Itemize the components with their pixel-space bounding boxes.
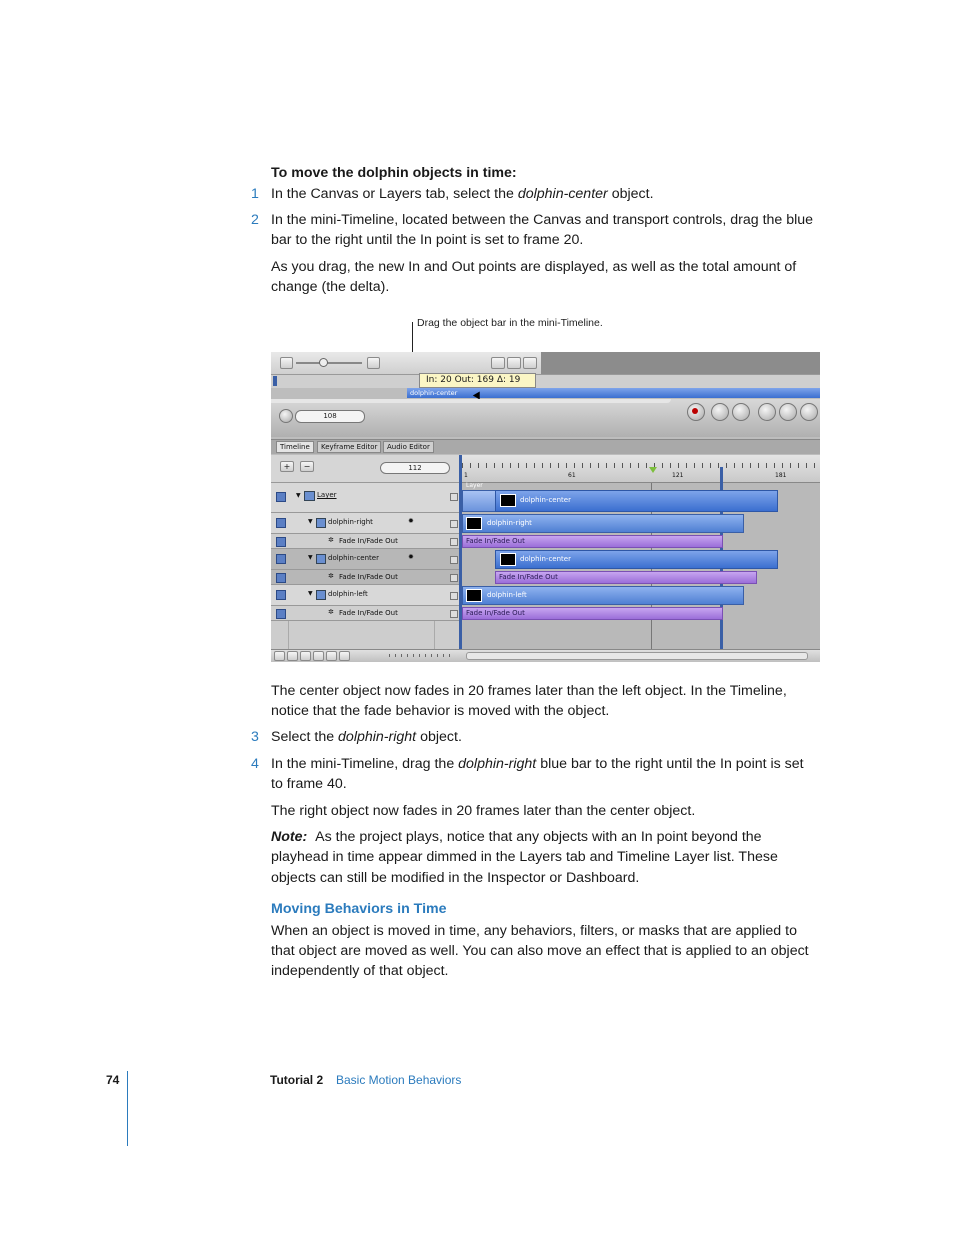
- ruler-mark: 61: [568, 472, 576, 479]
- add-icon[interactable]: +: [280, 461, 294, 472]
- small-mountain-icon[interactable]: [280, 357, 293, 369]
- filter-icon[interactable]: [300, 651, 311, 661]
- lock-icon[interactable]: [450, 538, 458, 546]
- thumbnail: [500, 494, 516, 507]
- ruler-mark: 121: [672, 472, 684, 479]
- step-2-line-2: bar to the right until the In point is set to frame 20.: [271, 232, 584, 248]
- canvas-area: [541, 352, 820, 374]
- current-frame-field[interactable]: 108: [295, 410, 365, 423]
- dolphin-center-bar[interactable]: dolphin-center: [495, 550, 778, 569]
- play-button[interactable]: [758, 403, 776, 421]
- thumbnail: [466, 589, 482, 602]
- speaker-icon[interactable]: [287, 651, 298, 661]
- note-line-3: objects can still be modified in the Inspector or Dashboard.: [271, 870, 640, 886]
- layer-name: dolphin-left: [328, 590, 368, 598]
- step-number: 4: [251, 756, 259, 772]
- paragraph-line: change (the delta).: [271, 279, 390, 295]
- step-3-text: Select the dolphin-right object.: [271, 729, 462, 745]
- gear-icon[interactable]: ✹: [408, 553, 414, 561]
- mini-timeline-bar[interactable]: dolphin-center: [407, 388, 820, 398]
- ruler-mark: 1: [464, 472, 468, 479]
- footer-rule: [127, 1071, 128, 1146]
- enable-checkbox[interactable]: [276, 518, 286, 528]
- enable-checkbox[interactable]: [276, 554, 286, 564]
- zoom-slider-track[interactable]: [296, 362, 362, 364]
- loop-button[interactable]: [800, 403, 818, 421]
- paragraph-line: notice that the fade behavior is moved with the object.: [271, 703, 610, 719]
- dolphin-left-bar[interactable]: dolphin-left: [462, 586, 744, 605]
- step-number: 1: [251, 186, 259, 202]
- disclosure-triangle-icon[interactable]: ▼: [308, 590, 313, 597]
- disclosure-triangle-icon[interactable]: ▼: [308, 518, 313, 525]
- tab-keyframe-editor[interactable]: Keyframe Editor: [317, 441, 381, 453]
- ruler-ticks: [462, 463, 820, 468]
- step-2-line-1: In the mini-Timeline, located between the Canvas and transport controls, drag the blue: [271, 212, 814, 228]
- behavior-name: Fade In/Fade Out: [339, 609, 398, 617]
- tab-audio-editor[interactable]: Audio Editor: [383, 441, 434, 453]
- step-4-line-2: to frame 40.: [271, 776, 347, 792]
- record-dot-icon: [692, 408, 698, 414]
- mask-icon[interactable]: [339, 651, 350, 661]
- window-icon[interactable]: [523, 357, 537, 369]
- layer-view-icon[interactable]: [274, 651, 285, 661]
- remove-icon[interactable]: −: [300, 461, 314, 472]
- layer-name: dolphin-right: [328, 518, 373, 526]
- go-to-end-button[interactable]: [732, 403, 750, 421]
- lock-icon[interactable]: [450, 592, 458, 600]
- large-mountain-icon[interactable]: [367, 357, 380, 369]
- fade-behavior-bar[interactable]: Fade In/Fade Out: [495, 571, 757, 584]
- disclosure-triangle-icon[interactable]: ▼: [296, 492, 301, 499]
- fade-behavior-bar[interactable]: Fade In/Fade Out: [462, 607, 723, 620]
- enable-checkbox[interactable]: [276, 609, 286, 619]
- page-number: 74: [106, 1073, 120, 1087]
- track-header: Layer: [466, 482, 483, 489]
- note-line-2: playhead in time appear dimmed in the Layers tab and Timeline Layer list. These: [271, 849, 778, 865]
- lock-icon[interactable]: [450, 520, 458, 528]
- go-to-start-button[interactable]: [711, 403, 729, 421]
- behavior-icon: ✲: [328, 536, 334, 544]
- fade-behavior-bar[interactable]: Fade In/Fade Out: [462, 535, 723, 548]
- paragraph-line: As you drag, the new In and Out points are displayed, as well as the total amount of: [271, 259, 797, 275]
- lock-icon[interactable]: [450, 610, 458, 618]
- keyframe-icon[interactable]: [326, 651, 337, 661]
- row-divider: [271, 620, 459, 621]
- dolphin-center-group-bar[interactable]: dolphin-center: [495, 490, 778, 512]
- paragraph-line: When an object is moved in time, any behaviors, filters, or masks that are applied to: [271, 923, 797, 939]
- zoom-slider[interactable]: [389, 654, 455, 657]
- step-4-text: In the mini-Timeline, drag the dolphin-right blue bar to the right until the In point is set: [271, 756, 804, 772]
- behavior-name: Fade In/Fade Out: [339, 573, 398, 581]
- in-marker[interactable]: [273, 376, 277, 386]
- step-number: 3: [251, 729, 259, 745]
- lock-icon[interactable]: [450, 493, 458, 501]
- tab-timeline[interactable]: Timeline: [276, 441, 314, 453]
- transport-curve: [271, 399, 671, 403]
- zoom-field[interactable]: 112: [380, 462, 450, 474]
- object-icon: [316, 554, 326, 564]
- note-line-1: Note: As the project plays, notice that any objects with an In point beyond the: [271, 829, 762, 845]
- step-1-text: In the Canvas or Layers tab, select the dolphin-center object.: [271, 186, 654, 202]
- playhead-icon[interactable]: [649, 467, 657, 473]
- clock-icon[interactable]: [279, 409, 293, 423]
- gear-icon[interactable]: [507, 357, 521, 369]
- footer-chapter-title: Basic Motion Behaviors: [336, 1073, 462, 1087]
- section-title: Moving Behaviors in Time: [271, 901, 447, 917]
- gear-icon[interactable]: ✹: [408, 517, 414, 525]
- mini-timeline-ruler: [271, 374, 820, 388]
- behavior-icon[interactable]: [313, 651, 324, 661]
- enable-checkbox[interactable]: [276, 537, 286, 547]
- enable-checkbox[interactable]: [276, 492, 286, 502]
- object-icon: [316, 590, 326, 600]
- behavior-icon: ✲: [328, 572, 334, 580]
- layer-name: dolphin-center: [328, 554, 379, 562]
- thumbnail: [500, 553, 516, 566]
- procedure-heading: To move the dolphin objects in time:: [271, 165, 517, 181]
- thumbnail: [466, 517, 482, 530]
- lock-icon[interactable]: [450, 574, 458, 582]
- zoom-slider-thumb[interactable]: [319, 358, 328, 367]
- step-number: 2: [251, 212, 259, 228]
- view-icon[interactable]: [491, 357, 505, 369]
- in-out-tooltip: In: 20 Out: 169 Δ: 19: [419, 373, 536, 388]
- layer-name: Layer: [317, 491, 337, 499]
- group-icon: [304, 491, 315, 501]
- paragraph-line: The right object now fades in 20 frames later than the center object.: [271, 803, 696, 819]
- paragraph-line: independently of that object.: [271, 963, 449, 979]
- behavior-name: Fade In/Fade Out: [339, 537, 398, 545]
- pause-button[interactable]: [779, 403, 797, 421]
- ruler-mark: 181: [775, 472, 787, 479]
- behavior-icon: ✲: [328, 608, 334, 616]
- figure-callout: Drag the object bar in the mini-Timeline.: [417, 317, 603, 329]
- dolphin-right-bar[interactable]: dolphin-right: [462, 514, 744, 533]
- timeline-screenshot: [271, 352, 820, 662]
- disclosure-triangle-icon[interactable]: ▼: [308, 554, 313, 561]
- paragraph-line: The center object now fades in 20 frames later than the left object. In the Timeline,: [271, 683, 787, 699]
- object-icon: [316, 518, 326, 528]
- footer-chapter: Tutorial 2: [270, 1073, 324, 1087]
- horizontal-scrollbar[interactable]: [466, 652, 808, 660]
- paragraph-line: that object are moved as well. You can also move an effect that is applied to an object: [271, 943, 809, 959]
- timeline-ruler[interactable]: [462, 455, 820, 483]
- lock-icon[interactable]: [450, 556, 458, 564]
- enable-checkbox[interactable]: [276, 590, 286, 600]
- enable-checkbox[interactable]: [276, 573, 286, 583]
